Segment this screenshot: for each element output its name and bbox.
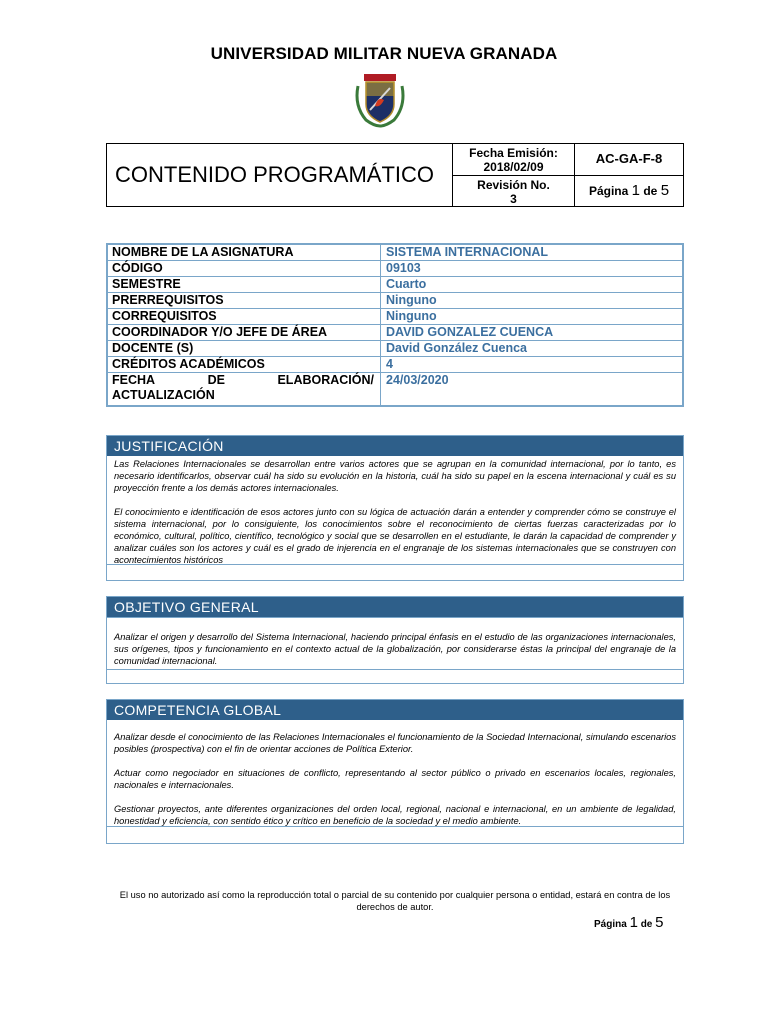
section-divider	[107, 826, 683, 827]
section-body	[114, 458, 676, 578]
emission-cell	[453, 144, 575, 176]
label-word: DE	[207, 373, 225, 387]
document-header-box	[106, 143, 684, 207]
paragraph: Las Relaciones Internacionales se desarrollan entre varios actores que se agrupan en la comunidad internacional, por lo tanto, es necesario identificarlos, observar cuál ha sido su evolución en la historia, cuál ha sido su papel en la escena internacional y cuál es su proyección frente a los demás actores internacionales.	[114, 459, 676, 493]
row-value: David González Cuenca	[386, 341, 528, 355]
objetivo-section	[106, 596, 684, 684]
paragraph: Actuar como negociador en situaciones de conflicto, representando al sector público o privado en escenarios locales, regionales, nacionales e internacionales.	[114, 768, 676, 790]
emission-date: 2018/02/09	[483, 160, 544, 174]
table-row	[108, 373, 682, 405]
row-label: DOCENTE (S)	[112, 341, 194, 355]
section-divider	[107, 564, 683, 565]
section-title: JUSTIFICACIÓN	[107, 436, 683, 456]
page-current: 1	[629, 914, 638, 931]
row-label: CÓDIGO	[112, 261, 163, 275]
page-of: de	[640, 919, 653, 930]
section-title: COMPETENCIA GLOBAL	[107, 700, 683, 720]
row-value: Cuarto	[386, 277, 427, 291]
page-of: de	[643, 184, 658, 198]
revision-cell	[453, 176, 575, 206]
footer-page-indicator	[594, 914, 664, 931]
section-body	[114, 631, 676, 679]
competencia-section	[106, 699, 684, 844]
row-label: COORDINADOR Y/O JEFE DE ÁREA	[112, 325, 328, 339]
revision-number: 3	[510, 192, 517, 206]
university-name: UNIVERSIDAD MILITAR NUEVA GRANADA	[210, 44, 558, 63]
row-value: Ninguno	[386, 309, 437, 323]
copyright-notice: El uso no autorizado así como la reproducción total o parcial de su contenido por cualquier persona o entidad, estará en contra de los derechos de autor.	[119, 890, 671, 912]
row-value: DAVID GONZALEZ CUENCA	[386, 325, 554, 339]
table-row	[108, 341, 682, 357]
paragraph: Analizar desde el conocimiento de las Relaciones Internacionales el funcionamiento de la Sociedad Internacional, simulando escenarios posibles (prospectiva) con el fin de orientar acciones de Política Exterior.	[114, 732, 676, 754]
university-crest-logo	[348, 66, 412, 130]
page-label: Página	[588, 184, 629, 198]
paragraph: Gestionar proyectos, ante diferentes organizaciones del orden local, regional, nacional e internacional, en un ambiente de legalidad, honestidad y eficiencia, con sentido ético y crítico en beneficio de la sociedad y el medio ambiente.	[114, 804, 676, 826]
table-row	[108, 325, 682, 341]
table-row	[108, 357, 682, 373]
page-current: 1	[631, 182, 640, 199]
table-row	[108, 293, 682, 309]
page-total: 5	[655, 914, 664, 931]
emission-label: Fecha Emisión:	[469, 146, 558, 160]
paragraph: El conocimiento e identificación de esos actores junto con su lógica de actuación darán a entender y comprender cómo se construye el sistema internacional, por lo consiguiente, los conocimientos sobre el reconocimiento de ciertas fuerzas caracterizadas por lo económico, cultural, político, científico, tecnológico y social que se desarrollen en el estudiante, le darán la capacidad de comprender y analizar cuáles son los actores y cuál es el grado de injerencia en el engranaje de los sistemas internacionales que se construyen con acontecimientos históricos	[114, 507, 676, 565]
row-value: 09103	[386, 261, 421, 275]
label-word: FECHA	[112, 373, 156, 387]
table-row	[108, 245, 682, 261]
row-value: SISTEMA INTERNACIONAL	[386, 245, 549, 259]
document-code: AC-GA-F-8	[575, 144, 683, 176]
row-label	[112, 373, 374, 403]
row-label: CORREQUISITOS	[112, 309, 217, 323]
label-word: ACTUALIZACIÓN	[112, 388, 215, 402]
document-title: CONTENIDO PROGRAMÁTICO	[107, 144, 453, 206]
justificacion-section	[106, 435, 684, 581]
row-value: 4	[386, 357, 393, 371]
section-title: OBJETIVO GENERAL	[107, 597, 683, 617]
row-label: CRÉDITOS ACADÉMICOS	[112, 357, 265, 371]
section-divider	[107, 617, 683, 618]
course-info-table	[106, 243, 684, 407]
row-label: NOMBRE DE LA ASIGNATURA	[112, 245, 294, 259]
row-value: Ninguno	[386, 293, 437, 307]
row-value: 24/03/2020	[386, 373, 449, 387]
page-label: Página	[594, 919, 627, 930]
table-row	[108, 261, 682, 277]
table-row	[108, 277, 682, 293]
row-label: PRERREQUISITOS	[112, 293, 224, 307]
row-label: SEMESTRE	[112, 277, 181, 291]
table-row	[108, 309, 682, 325]
page-total: 5	[660, 182, 670, 199]
revision-label: Revisión No.	[477, 178, 550, 192]
label-word: ELABORACIÓN/	[277, 373, 374, 387]
paragraph: Analizar el origen y desarrollo del Sistema Internacional, haciendo principal énfasis en el estudio de las organizaciones internacionales, sus orígenes, tipos y funcionamiento en el contexto actual de la globalización, por considerarse éstas la principal del engranaje de la comunidad internacional.	[114, 632, 676, 666]
page-indicator	[575, 176, 683, 206]
section-divider	[107, 669, 683, 670]
section-body	[114, 731, 676, 839]
